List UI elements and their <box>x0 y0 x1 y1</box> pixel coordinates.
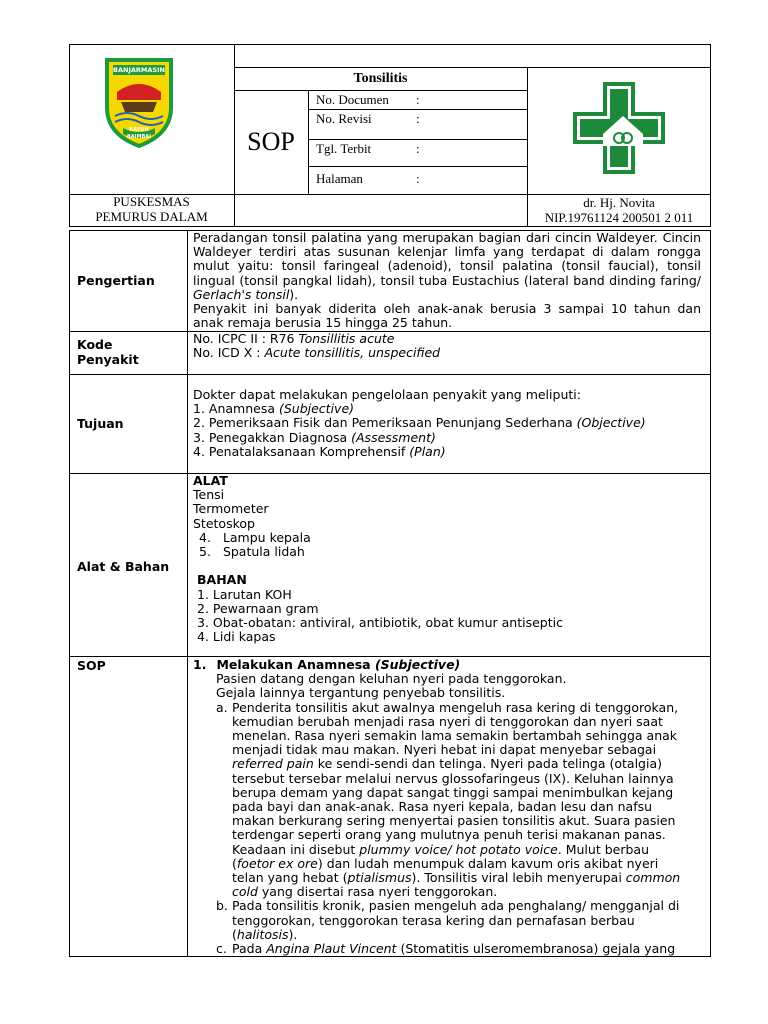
sop-text: 1. Melakukan Anamnesa (Subjective) Pasien datang dengan keluhan nyeri pada tenggorokan. Gejala lainnya tergantung penyebab tonsilitis. a. Penderita tonsilitis akut awalnya mengeluh rasa kering di tenggorokan, kemudian berubah menjadi rasa nyeri di tenggorokan dan nyeri saat menelan. Rasa nyeri semakin lama semakin bertambah sehingga anak menjadi tidak mau makan. Nyeri hebat ini dapat menyebar sebagai referred pain ke sendi-sendi dan telinga. Nyeri pada telinga (otalgia) tersebut tersebar melalui nervus glossofaringeus (IX). Keluhan lainnya berupa demam yang dapat sangat tinggi sampai menimbulkan kejang pada bayi dan anak-anak. Rasa nyeri kepala, badan lesu dan nafsu makan berkurang sering menyertai pasien tonsilitis akut. Suara pasien terdengar seperti orang yang mulutnya penuh terisi makanan panas. Keadaan ini disebut plummy voice/ hot potato voice. Mulut berbau (foetor ex ore) dan ludah menumpuk dalam kavum oris akibat nyeri telan yang hebat (ptialismus). Tonsilitis viral lebih menyerupai common cold yang disertai rasa nyeri tenggorokan. b. Pada tonsilitis kronik, pasien mengeluh ada penghalang/ mengganjal di tenggorokan, tenggorokan terasa kering dan pernafasan berbau (halitosis). c. Pada Angina Plaut Vincent (Stomatitis ulseromembranosa) gejala yang <box>193 658 705 956</box>
alat-item: 5. Spatula lidah <box>199 544 305 560</box>
pengertian-text: Peradangan tonsil palatina yang merupakan bagian dari cincin Waldeyer. Cincin Waldeyer terdiri atas susunan kelenjar limfa yang terdapat di dalam rongga mulut yaitu: tonsil faringeal (adenoid), tonsil palatina (tonsil faucial), tonsil lingual (tonsil pangkal lidah), tonsil tuba Eustachius (lateral band dinding faring/ Gerlach's tonsil). Penyakit ini banyak diderita oleh anak-anak berusia 3 sampai 10 tahun dan anak remaja berusia 15 hingga 25 tahun. <box>193 230 701 331</box>
logo-left-bottom-text: KAYUH BAIMBAI <box>126 127 152 140</box>
bahan-item: 2. Pewarnaan gram <box>197 600 319 616</box>
sop-item-b: b. Pada tonsilitis kronik, pasien mengeluh ada penghalang/ mengganjal di tenggorokan, tenggorokan terasa kering dan pernafasan berbau (halitosis). <box>216 898 680 942</box>
bahan-item: 4. Lidi kapas <box>197 629 276 645</box>
document-title: Tonsilitis <box>353 71 408 86</box>
label-kode-penyakit: Kode Penyakit <box>77 337 139 367</box>
kode-text: No. ICPC II : R76 Tonsillitis acute No. ICD X : Acute tonsillitis, unspecified <box>193 331 441 361</box>
sop-item-c: c. Pada Angina Plaut Vincent (Stomatitis ulseromembranosa) gejala yang <box>216 941 676 957</box>
tujuan-text: Dokter dapat melakukan pengelolaan penyakit yang meliputi: 1. Anamnesa (Subjective) 2. Pemeriksaan Fisik dan Pemeriksaan Penunjang Sederhana (Objective) 3. Penegakkan Diagnosa (Assessment) 4. Penatalaksanaan Komprehensif (Plan) <box>193 388 701 459</box>
puskesmas-logo <box>573 82 665 174</box>
bahan-item: 3. Obat-obatan: antiviral, antibiotik, obat kumur antiseptic <box>197 615 563 631</box>
meta-no-documen: No. Documen : <box>316 92 420 107</box>
alat-heading: ALAT <box>193 473 228 488</box>
banjarmasin-logo <box>103 56 175 148</box>
alat-item: Termometer <box>193 501 269 517</box>
puskesmas-name: PUSKESMAS PEMURUS DALAM <box>95 194 208 224</box>
meta-no-revisi: No. Revisi : <box>316 111 420 126</box>
tujuan-item: 2. Pemeriksaan Fisik dan Pemeriksaan Penunjang Sederhana (Objective) <box>193 415 646 431</box>
label-tujuan: Tujuan <box>77 416 124 431</box>
tujuan-item: 3. Penegakkan Diagnosa (Assessment) <box>193 429 436 445</box>
alat-item: Stetoskop <box>193 515 255 531</box>
bahan-heading: BAHAN <box>197 572 247 588</box>
sop-item-a: a. Penderita tonsilitis akut awalnya mengeluh rasa kering di tenggorokan, kemudian berubah menjadi rasa nyeri di tenggorokan dan nyeri saat menelan. Rasa nyeri semakin lama semakin bertambah sehingga anak menjadi tidak mau makan. Nyeri hebat ini dapat menyebar sebagai referred pain ke sendi-sendi dan telinga. Nyeri pada telinga (otalgia) tersebut tersebar melalui nervus glossofaringeus (IX). Keluhan lainnya berupa demam yang dapat sangat tinggi sampai menimbulkan kejang pada bayi dan anak-anak. Rasa nyeri kepala, badan lesu dan nafsu makan berkurang sering menyertai pasien tonsilitis akut. Suara pasien terdengar seperti orang yang mulutnya penuh terisi makanan panas. Keadaan ini disebut plummy voice/ hot potato voice. Mulut berbau (foetor ex ore) dan ludah menumpuk dalam kavum oris akibat nyeri telan yang hebat (ptialismus). Tonsilitis viral lebih menyerupai common cold yang disertai rasa nyeri tenggorokan. <box>216 699 681 900</box>
signatory: dr. Hj. Novita NIP.19761124 200501 2 011 <box>544 195 694 225</box>
label-sop: SOP <box>77 658 106 673</box>
label-alat-bahan: Alat & Bahan <box>77 559 170 574</box>
alat-item: Tensi <box>193 487 225 503</box>
meta-tgl-terbit: Tgl. Terbit : <box>316 141 420 156</box>
alat-item: 4. Lampu kepala <box>199 529 311 545</box>
meta-halaman: Halaman : <box>316 171 420 186</box>
sop-step-heading: 1. Melakukan Anamnesa (Subjective) <box>193 657 461 672</box>
tujuan-item: 4. Penatalaksanaan Komprehensif (Plan) <box>193 443 446 459</box>
bahan-item: 1. Larutan KOH <box>197 586 292 602</box>
tujuan-item: 1. Anamnesa (Subjective) <box>193 401 355 417</box>
label-pengertian: Pengertian <box>77 273 155 288</box>
logo-left-top-text: BANJARMASIN <box>113 66 165 74</box>
alat-bahan-text <box>193 474 701 644</box>
sop-label: SOP <box>247 127 295 156</box>
